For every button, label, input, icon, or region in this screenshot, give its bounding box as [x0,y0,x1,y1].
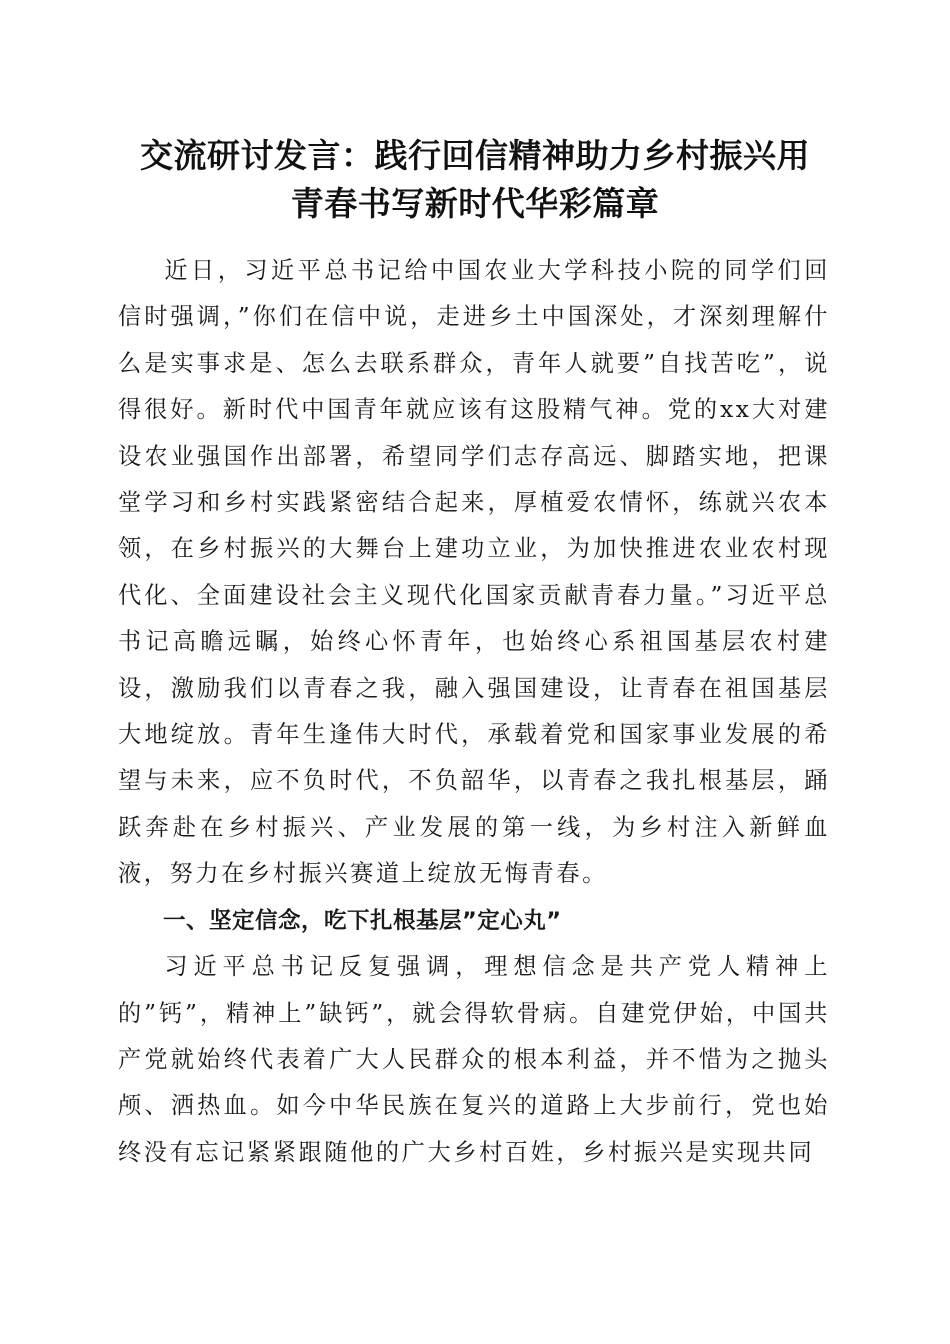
intro-paragraph: 近日，习近平总书记给中国农业大学科技小院的同学们回信时强调，”你们在信中说，走进乡土中国深处，才深刻理解什么是实事求是、怎么去联系群众，青年人就要”自找苦吃”，说得很好。新时代中国青年就应该有这股精气神。党的xx大对建设农业强国作出部署，希望同学们志存高远、脚踏实地，把课堂学习和乡村实践紧密结合起来，厚植爱农情怀，练就兴农本领，在乡村振兴的大舞台上建功立业，为加快推进农业农村现代化、全面建设社会主义现代化国家贡献青春力量。”习近平总书记高瞻远瞩，始终心怀青年，也始终心系祖国基层农村建设，激励我们以青春之我，融入强国建设，让青春在祖国基层大地绽放。青年生逢伟大时代，承载着党和国家事业发展的希望与未来，应不负时代，不负韶华，以青春之我扎根基层，踊跃奔赴在乡村振兴、产业发展的第一线，为乡村注入新鲜血液，努力在乡村振兴赛道上绽放无悔青春。 [118,257,830,888]
document-title [100,132,850,228]
title-line-2: 青春书写新时代华彩篇章 [290,184,660,223]
document-body [118,248,830,1176]
section-heading: 一、坚定信念，吃下扎根基层”定心丸” [163,907,562,934]
section-paragraph: 习近平总书记反复强调，理想信念是共产党人精神上的”钙”，精神上”缺钙”，就会得软骨病。自建党伊始，中国共产党就始终代表着广大人民群众的根本利益，并不惜为之抛头颅、洒热血。如今中华民族在复兴的道路上大步前行，党也始终没有忘记紧紧跟随他的广大乡村百姓，乡村振兴是实现共同 [118,953,830,1166]
title-line-1: 交流研讨发言：践行回信精神助力乡村振兴用 [140,136,810,175]
